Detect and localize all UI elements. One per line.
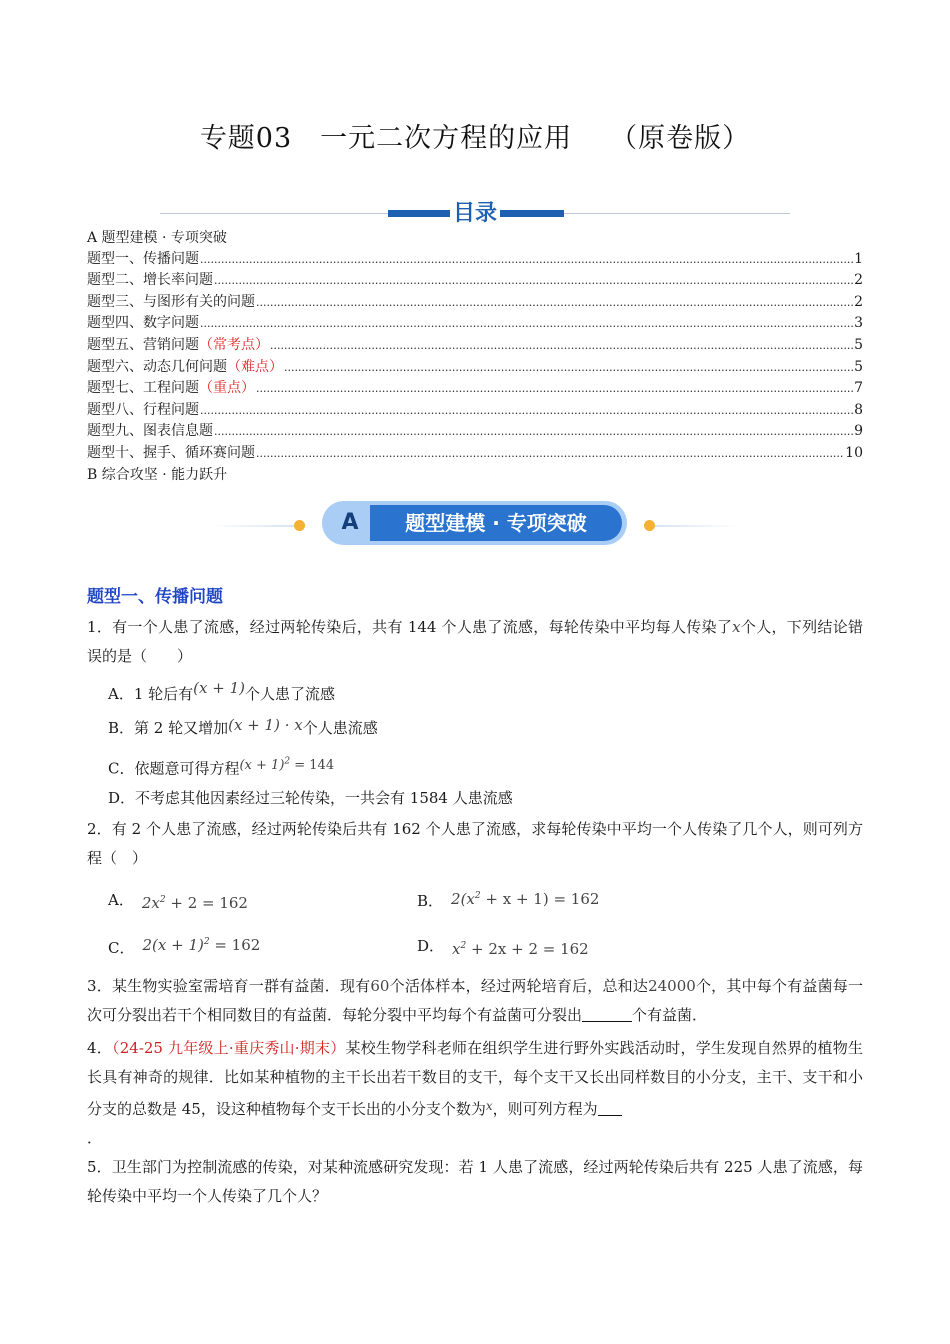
toc-header xyxy=(160,196,790,230)
math-expr: $2x^2 + 2 = 162$ xyxy=(141,894,248,912)
toc-item[interactable]: 题型六、动态几何问题 （难点） ..... 5 xyxy=(87,357,863,379)
toc-item[interactable]: 题型二、增长率问题 ..... 2 xyxy=(87,270,863,292)
toc-item[interactable]: 题型七、工程问题 （重点） ..... 7 xyxy=(87,378,863,400)
answer-blank[interactable] xyxy=(598,1099,622,1116)
q2-option-b[interactable]: B． $2(x^2 + x + 1) = 162$ xyxy=(417,890,600,910)
banner-text: 题型建模 · 专项突破 xyxy=(405,511,587,535)
question-5: 5．卫生部门为控制流感的传染，对某种流感研究发现：若 1 人患了流感，经过两轮传染后共有 225 人患了流感，每轮传染中平均一个人传染了几个人？ xyxy=(87,1158,863,1205)
math-expr: $2(x + 1)^2 = 162$ xyxy=(142,936,261,954)
table-of-contents xyxy=(87,228,863,485)
q1-option-a[interactable]: A．1 轮后有(x + 1)个人患了流感 xyxy=(108,679,335,703)
math-expr: $2(x^2 + x + 1) = 162$ xyxy=(451,890,600,908)
answer-blank[interactable] xyxy=(582,1005,632,1022)
math-expr: $x^2 + 2x + 2 = 162$ xyxy=(452,940,589,958)
question-4: 4．（24-25 九年级上·重庆秀山·期末）某校生物学科老师在组织学生进行野外实践活动时，学生发现自然界的植物生长具有神奇的规律．比如某种植物的主干长出若干数目的支干，每个支干又长出同样数目的小分支，主干、支干和小分支的总数是 45，设这种植物每个支干长出的小分支个数为$^x$，则可列方程为 ． xyxy=(87,1039,863,1147)
banner-letter: A xyxy=(341,510,359,535)
banner-line-right xyxy=(655,525,740,527)
q2-option-c[interactable]: C． $2(x + 1)^2 = 162$ xyxy=(108,936,261,957)
q1-option-d[interactable]: D．不考虑其他因素经过三轮传染，一共会有 1584 人患流感 xyxy=(108,789,513,807)
toc-item[interactable]: 题型九、图表信息题 ..... 9 xyxy=(87,421,863,443)
math-expr: $(x + 1)^2 = 144$ xyxy=(239,757,335,774)
toc-item[interactable]: 题型八、行程问题 ..... 8 xyxy=(87,400,863,422)
title-sub: （原卷版） xyxy=(610,123,751,154)
question-source: （24-25 九年级上·重庆秀山·期末） xyxy=(112,1039,346,1057)
question-1: 1．有一个人患了流感，经过两轮传染后，共有 144 个人患了流感，每轮传染中平均每人传染了x个人，下列结论错误的是（ ） xyxy=(87,618,863,665)
toc-item[interactable]: 题型五、营销问题 （常考点） ..... 5 xyxy=(87,335,863,357)
toc-item[interactable]: 题型一、传播问题 ..... 1 xyxy=(87,249,863,271)
question-3: 3．某生物实验室需培育一群有益菌．现有60个活体样本，经过两轮培育后，总和达24000个，其中每个有益菌每一次可分裂出若干个相同数目的有益菌．每轮分裂中平均每个有益菌可分裂出 个有益菌． xyxy=(87,977,863,1024)
section-title: 题型一、传播问题 xyxy=(87,587,223,607)
toc-heading: 目录 xyxy=(452,201,497,226)
toc-item[interactable]: 题型四、数字问题 ..... 3 xyxy=(87,313,863,335)
banner-dot-left xyxy=(294,520,305,531)
banner-dot-right xyxy=(644,520,655,531)
math-var: x xyxy=(485,1099,493,1113)
toc-tag: （常考点） xyxy=(199,336,269,353)
q2-option-d[interactable]: D． $x^2 + 2x + 2 = 162$ xyxy=(417,937,589,958)
q2-option-a[interactable]: A． $2x^2 + 2 = 162$ xyxy=(108,891,248,912)
toc-tag: （重点） xyxy=(199,380,255,397)
math-expr: (x + 1) · x xyxy=(228,716,303,734)
q1-option-c[interactable]: C．依题意可得方程$(x + 1)^2 = 144$ xyxy=(108,757,335,778)
toc-item[interactable]: 题型三、与图形有关的问题 ..... 2 xyxy=(87,292,863,314)
math-var: x xyxy=(732,618,741,636)
toc-item[interactable]: 题型十、握手、循环赛问题 ..... 10 xyxy=(87,443,863,465)
math-num: 24000 xyxy=(648,977,696,995)
q1-option-b[interactable]: B．第 2 轮又增加(x + 1) · x个人患流感 xyxy=(108,716,378,737)
math-expr: (x + 1) xyxy=(193,679,245,697)
section-banner xyxy=(210,498,740,548)
math-num: 60 xyxy=(370,977,390,995)
question-2: 2．有 2 个人患了流感，经过两轮传染后共有 162 个人患了流感，求每轮传染中平均一个人传染了几个人，则可列方程（ ） xyxy=(87,820,863,867)
toc-part-b[interactable]: B 综合攻坚 · 能力跃升 xyxy=(87,466,228,483)
title-main: 专题03 一元二次方程的应用 xyxy=(199,123,573,154)
banner-line-left xyxy=(210,525,294,527)
toc-part-a[interactable]: A 题型建模 · 专项突破 xyxy=(87,230,227,246)
page-title xyxy=(0,116,950,155)
toc-tag: （难点） xyxy=(227,358,283,375)
